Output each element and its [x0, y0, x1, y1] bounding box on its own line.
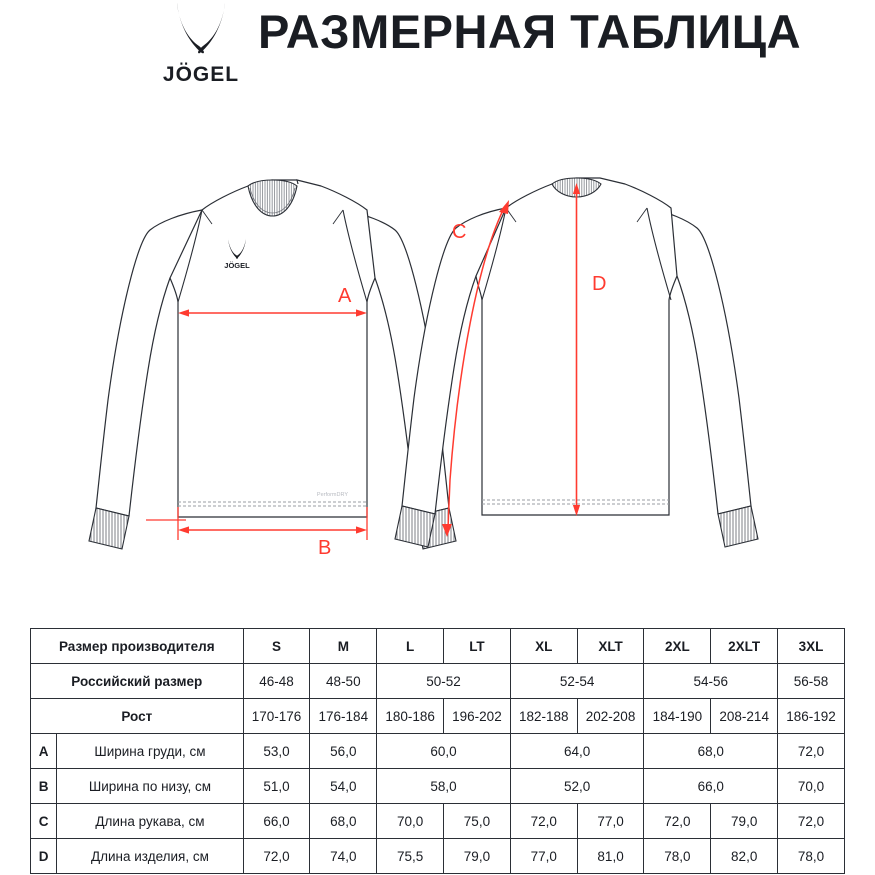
table-cell: 170-176	[243, 699, 310, 734]
table-header-row	[31, 664, 845, 699]
svg-text:JÖGEL: JÖGEL	[162, 63, 240, 86]
row-label: Российский размер	[31, 664, 244, 699]
measure-name: Длина изделия, см	[57, 839, 243, 874]
table-cell: 182-188	[510, 699, 577, 734]
jogel-logo-icon	[173, 2, 229, 60]
size-table	[30, 628, 845, 874]
page-title: РАЗМЕРНАЯ ТАБЛИЦА	[258, 5, 802, 58]
size-header-cell: XLT	[577, 629, 644, 664]
table-row	[31, 769, 845, 804]
row-label: Размер производителя	[31, 629, 244, 664]
measure-b-label: B	[318, 537, 332, 559]
table-cell: 72,0	[778, 804, 845, 839]
table-row	[31, 734, 845, 769]
table-cell: 46-48	[243, 664, 310, 699]
size-header-cell: XL	[510, 629, 577, 664]
size-header-cell: LT	[444, 629, 511, 664]
table-cell: 196-202	[444, 699, 511, 734]
table-header-row	[31, 629, 845, 664]
table-cell: 74,0	[310, 839, 377, 874]
size-header-cell: 3XL	[778, 629, 845, 664]
row-label: Рост	[31, 699, 244, 734]
measure-letter: D	[31, 839, 57, 874]
brand-logo	[155, 2, 247, 94]
table-cell: 70,0	[778, 769, 845, 804]
measure-a-label: A	[338, 285, 352, 307]
table-cell: 208-214	[711, 699, 778, 734]
table-cell: 79,0	[444, 839, 511, 874]
table-cell: 66,0	[243, 804, 310, 839]
table-cell: 75,0	[444, 804, 511, 839]
table-cell: 72,0	[644, 804, 711, 839]
table-cell: 56,0	[310, 734, 377, 769]
table-cell: 52,0	[510, 769, 644, 804]
size-header-cell: L	[377, 629, 444, 664]
table-cell: 81,0	[577, 839, 644, 874]
svg-text:JÖGEL: JÖGEL	[224, 261, 250, 270]
table-cell: 79,0	[711, 804, 778, 839]
measure-letter: B	[31, 769, 57, 804]
table-cell: 60,0	[377, 734, 511, 769]
measure-letter: C	[31, 804, 57, 839]
table-cell: 50-52	[377, 664, 511, 699]
table-cell: 52-54	[510, 664, 644, 699]
garment-illustrations	[0, 150, 875, 590]
table-cell: 48-50	[310, 664, 377, 699]
table-cell: 176-184	[310, 699, 377, 734]
sweatshirt-back-view	[395, 178, 758, 547]
table-cell: 51,0	[243, 769, 310, 804]
table-row	[31, 839, 845, 874]
table-cell: 72,0	[243, 839, 310, 874]
table-cell: 68,0	[310, 804, 377, 839]
table-cell: 77,0	[510, 839, 577, 874]
table-cell: 72,0	[510, 804, 577, 839]
measure-name: Длина рукава, см	[57, 804, 243, 839]
measure-name: Ширина груди, см	[57, 734, 243, 769]
size-table-container	[30, 628, 845, 874]
table-cell: 77,0	[577, 804, 644, 839]
table-cell: 72,0	[778, 734, 845, 769]
table-cell: 184-190	[644, 699, 711, 734]
size-header-cell: M	[310, 629, 377, 664]
table-cell: 70,0	[377, 804, 444, 839]
illustration-svg	[0, 150, 875, 590]
table-cell: 186-192	[778, 699, 845, 734]
table-cell: 64,0	[510, 734, 644, 769]
table-cell: 202-208	[577, 699, 644, 734]
measure-letter: A	[31, 734, 57, 769]
page-header	[0, 0, 875, 110]
hem-brand-text: PerformDRY	[316, 492, 348, 498]
measure-c-label: C	[452, 221, 467, 243]
table-cell: 82,0	[711, 839, 778, 874]
table-cell: 78,0	[644, 839, 711, 874]
table-cell: 58,0	[377, 769, 511, 804]
table-cell: 53,0	[243, 734, 310, 769]
measure-d-label: D	[592, 273, 607, 295]
size-header-cell: S	[243, 629, 310, 664]
table-row	[31, 804, 845, 839]
size-header-cell: 2XLT	[711, 629, 778, 664]
table-header-row	[31, 699, 845, 734]
table-cell: 75,5	[377, 839, 444, 874]
measure-name: Ширина по низу, см	[57, 769, 243, 804]
table-cell: 180-186	[377, 699, 444, 734]
sweatshirt-front-view	[89, 180, 456, 559]
size-header-cell: 2XL	[644, 629, 711, 664]
table-cell: 54,0	[310, 769, 377, 804]
jogel-wordmark	[155, 60, 247, 86]
table-cell: 66,0	[644, 769, 778, 804]
table-cell: 54-56	[644, 664, 778, 699]
table-cell: 78,0	[778, 839, 845, 874]
table-cell: 56-58	[778, 664, 845, 699]
table-cell: 68,0	[644, 734, 778, 769]
